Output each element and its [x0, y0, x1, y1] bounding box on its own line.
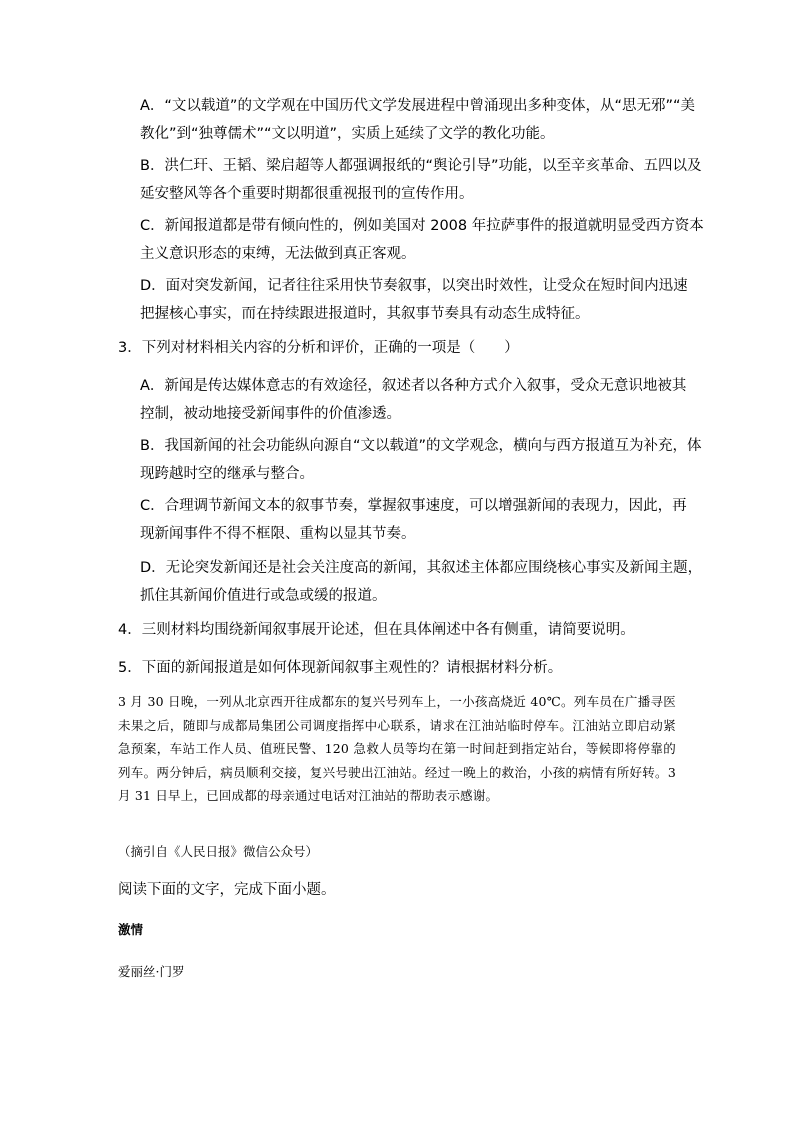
story-title: 激情 [118, 922, 144, 937]
story-author: 爱丽丝·门罗 [118, 964, 185, 979]
q4-text: 4．三则材料均围绕新闻叙事展开论述，但在具体阐述中各有侧重，请简要说明。 [118, 622, 635, 638]
q3-stem: 3．下列对材料相关内容的分析和评价，正确的一项是（ ） [118, 340, 519, 356]
q2-option-d: D．面对突发新闻，记者往往采用快节奏叙事，以突出时效性，让受众在短时间内迅速 把握核心事实，而在持续跟进报道时，其叙事节奏具有动态生成特征。 [140, 278, 688, 322]
news-passage: 3 月 30 日晚，一列从北京西开往成都东的复兴号列车上，一小孩高烧近 40℃。列车员在广播寻医未果之后，随即与成都局集团公司调度指挥中心联系，请求在江油站临时停车。江油站立即启动紧急预案，车站工作人员、值班民警、120 急救人员等均在第一时间赶到指定站台，等候即将停靠的列车。两分钟后，病员顺利交接，复兴号驶出江油站。经过一晚上的救治，小孩的病情有所好转。3 月 31 日早上，已回成都的母亲通过电话对江油站的帮助表示感谢。 [118, 694, 676, 803]
q2-option-b: B．洪仁玕、王韬、梁启超等人都强调报纸的“舆论引导”功能，以至辛亥革命、五四以及 延安整风等各个重要时期都很重视报刊的宣传作用。 [140, 158, 702, 202]
news-source: （摘引自《人民日报》微信公众号） [118, 844, 319, 859]
q2-option-a: A．“文以载道”的文学观在中国历代文学发展进程中曾涌现出多种变体，从“思无邪”“美 教化”到“独尊儒术”“文以明道”，实质上延续了文学的教化功能。 [140, 98, 695, 142]
q3-option-a: A．新闻是传达媒体意志的有效途径，叙述者以各种方式介入叙事，受众无意识地被其 控制，被动地接受新闻事件的价值渗透。 [140, 378, 687, 422]
q3-option-c: C．合理调节新闻文本的叙事节奏，掌握叙事速度，可以增强新闻的表现力，因此，再 现新闻事件不得不框限、重构以显其节奏。 [140, 498, 687, 542]
q2-option-c: C．新闻报道都是带有倾向性的，例如美国对 2008 年拉萨事件的报道就明显受西方资本 主义意识形态的束缚，无法做到真正客观。 [140, 218, 704, 262]
q3-option-d: D．无论突发新闻还是社会关注度高的新闻，其叙述主体都应围绕核心事实及新闻主题， 抓住其新闻价值进行或急或缓的报道。 [140, 560, 703, 604]
reading-instruction: 阅读下面的文字，完成下面小题。 [118, 882, 336, 898]
q5-text: 5．下面的新闻报道是如何体现新闻叙事主观性的？请根据材料分析。 [118, 660, 563, 676]
q3-option-b: B．我国新闻的社会功能纵向源自“文以载道”的文学观念，横向与西方报道互为补充，体 现跨越时空的继承与整合。 [140, 438, 702, 482]
